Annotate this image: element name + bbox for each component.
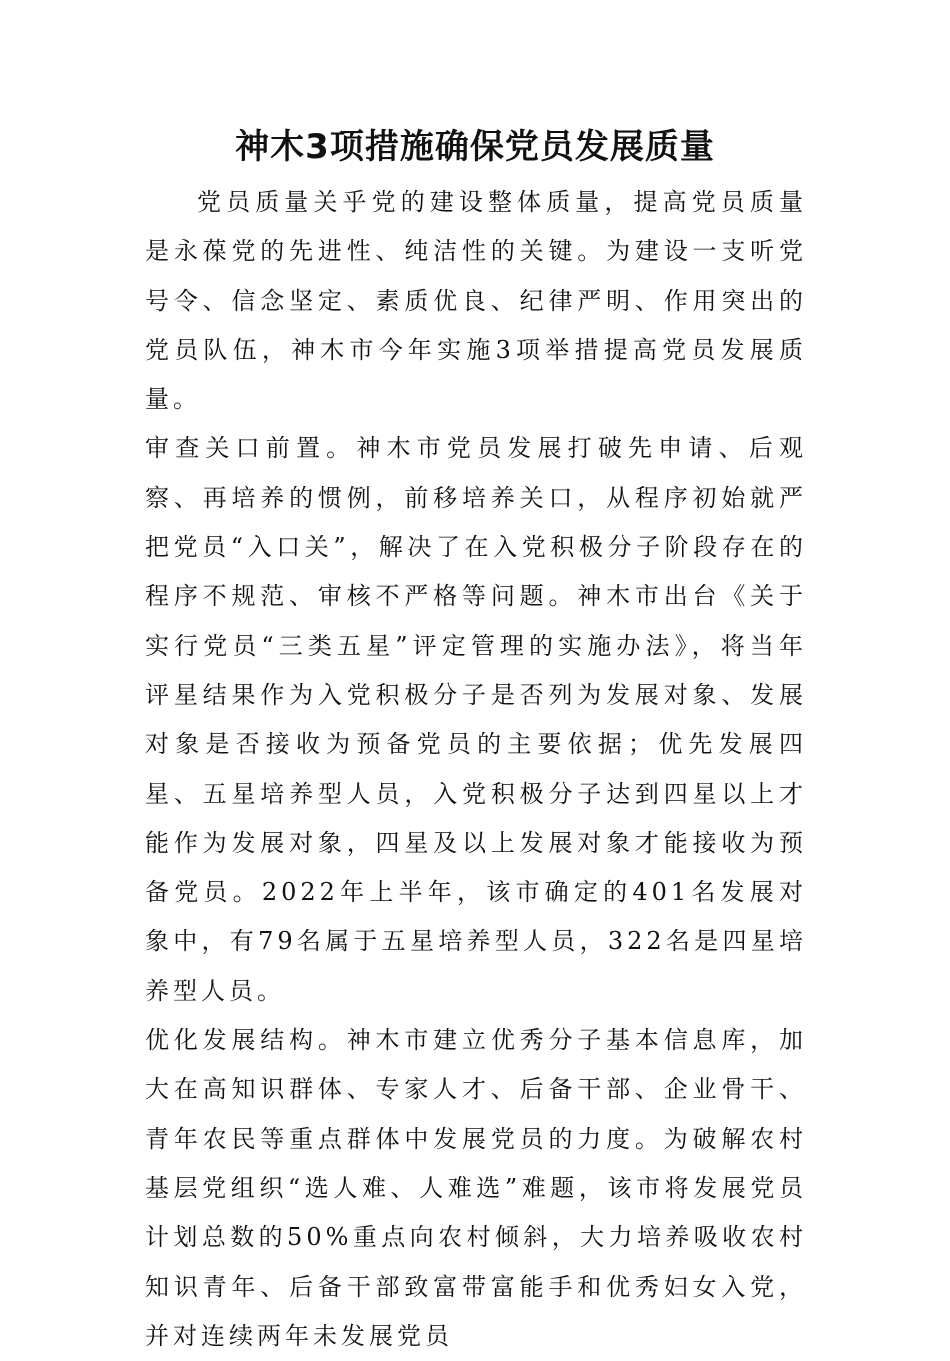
document-title: 神木3项措施确保党员发展质量: [235, 127, 715, 167]
paragraph-intro: 党员质量关乎党的建设整体质量，提高党员质量是永葆党的先进性、纯洁性的关键。为建设一支听党号令、信念坚定、素质优良、纪律严明、作用突出的党员队伍，神木市今年实施3项举措提高党员发展质量。: [145, 188, 807, 414]
paragraph-review-gate: 审查关口前置。神木市党员发展打破先申请、后观察、再培养的惯例，前移培养关口，从程序初始就严把党员“入口关”，解决了在入党积极分子阶段存在的程序不规范、审核不严格等问题。神木市出台《关于实行党员“三类五星”评定管理的实施办法》，将当年评星结果作为入党积极分子是否列为发展对象、发展对象是否接收为预备党员的主要依据；优先发展四星、五星培养型人员，入党积极分子达到四星以上才能作为发展对象，四星及以上发展对象才能接收为预备党员。2022年上半年，该市确定的401名发展对象中，有79名属于五星培养型人员，322名是四星培养型人员。: [145, 434, 807, 1005]
document-body: [145, 178, 807, 1361]
paragraph-optimize-structure: 优化发展结构。神木市建立优秀分子基本信息库，加大在高知识群体、专家人才、后备干部、企业骨干、青年农民等重点群体中发展党员的力度。为破解农村基层党组织“选人难、人难选”难题，该市将发展党员计划总数的50%重点向农村倾斜，大力培养吸收农村知识青年、后备干部致富带富能手和优秀妇女入党，并对连续两年未发展党员: [145, 1026, 807, 1350]
